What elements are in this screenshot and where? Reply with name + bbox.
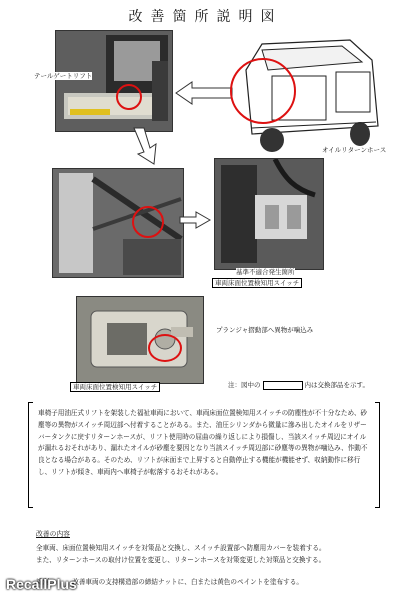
highlight-circle-1	[116, 84, 142, 110]
note-replacement	[228, 380, 369, 390]
photo-lift-mechanism	[52, 168, 184, 278]
improvement-line-3: 識別： 改善車両の支持構造部の締結ナットに、白または黄色のペイントを塗布する。	[36, 578, 303, 586]
description-text: 車椅子用油圧式リフトを架装した福祉車両において、車両床面位置検知用スイッチの防塵性が不十分なため、砂塵等の異物がスイッチ周辺部へ付着することがある。また、油圧シリンダから微量に滲み出したオイルをリザーバータンクに戻すリターンホースが、リフト使用時の屈曲の繰り返しにより損傷し、当該スイッチ周辺にオイルが漏れるおそれがあり、漏れたオイルが砂塵を要因となり当該スイッチ周辺部に砂塵等の異物が噛込み、作動不良となる場合がある。そのため、リフトが床面まで上昇すると自動停止する機能が機能せず、収納動作に移行し、リフトが傾き、車両内へ車椅子が転落するおそれがある。	[38, 409, 368, 476]
highlight-circle-2	[132, 206, 164, 238]
note-suffix: 内は交換部品を示す。	[304, 381, 369, 389]
watermark-logo: RecallPlus	[6, 576, 77, 592]
improvement-heading: 改善の内容	[36, 530, 70, 538]
improvement-line-2: また、リターンホースの取付け位置を変更し、リターンホースを対策変更した対策品と交換する。	[36, 556, 326, 564]
photo-tailgate-lift	[55, 30, 173, 132]
highlight-circle-van	[230, 58, 296, 124]
page-title: 改善箇所説明図	[128, 9, 283, 25]
bracket-left	[28, 402, 33, 508]
note-box-sample	[263, 381, 303, 390]
label-defect-location: 基準不適合発生箇所	[236, 268, 295, 276]
photo-switch-part	[76, 296, 204, 384]
description-block	[28, 402, 380, 506]
label-tailgate-lift: テールゲートリフト	[34, 72, 93, 80]
label-floor-switch-top: 車両床面位置検知用スイッチ	[212, 278, 302, 288]
arrow-right	[178, 210, 212, 230]
arrow-left	[172, 80, 234, 106]
improvement-line-1: 全車両、床面位置検知用スイッチを対策品と交換し、スイッチ設置部へ防塵用カバーを装着する。	[36, 544, 326, 552]
label-oil-return-hose: オイルリターンホース	[322, 146, 387, 154]
switch-part-illustration	[77, 297, 203, 383]
bracket-right	[375, 402, 380, 508]
note-prefix: 注：図中の	[228, 381, 261, 389]
highlight-circle-3	[148, 334, 182, 362]
switch-closeup-illustration	[215, 159, 323, 269]
label-plunger: プランジャ摺動部へ異物が噛込み	[216, 326, 314, 334]
tailgate-lift-illustration	[56, 31, 172, 131]
label-floor-switch-bottom: 車両床面位置検知用スイッチ	[70, 382, 160, 392]
photo-switch-closeup	[214, 158, 324, 270]
arrow-down	[128, 126, 164, 166]
